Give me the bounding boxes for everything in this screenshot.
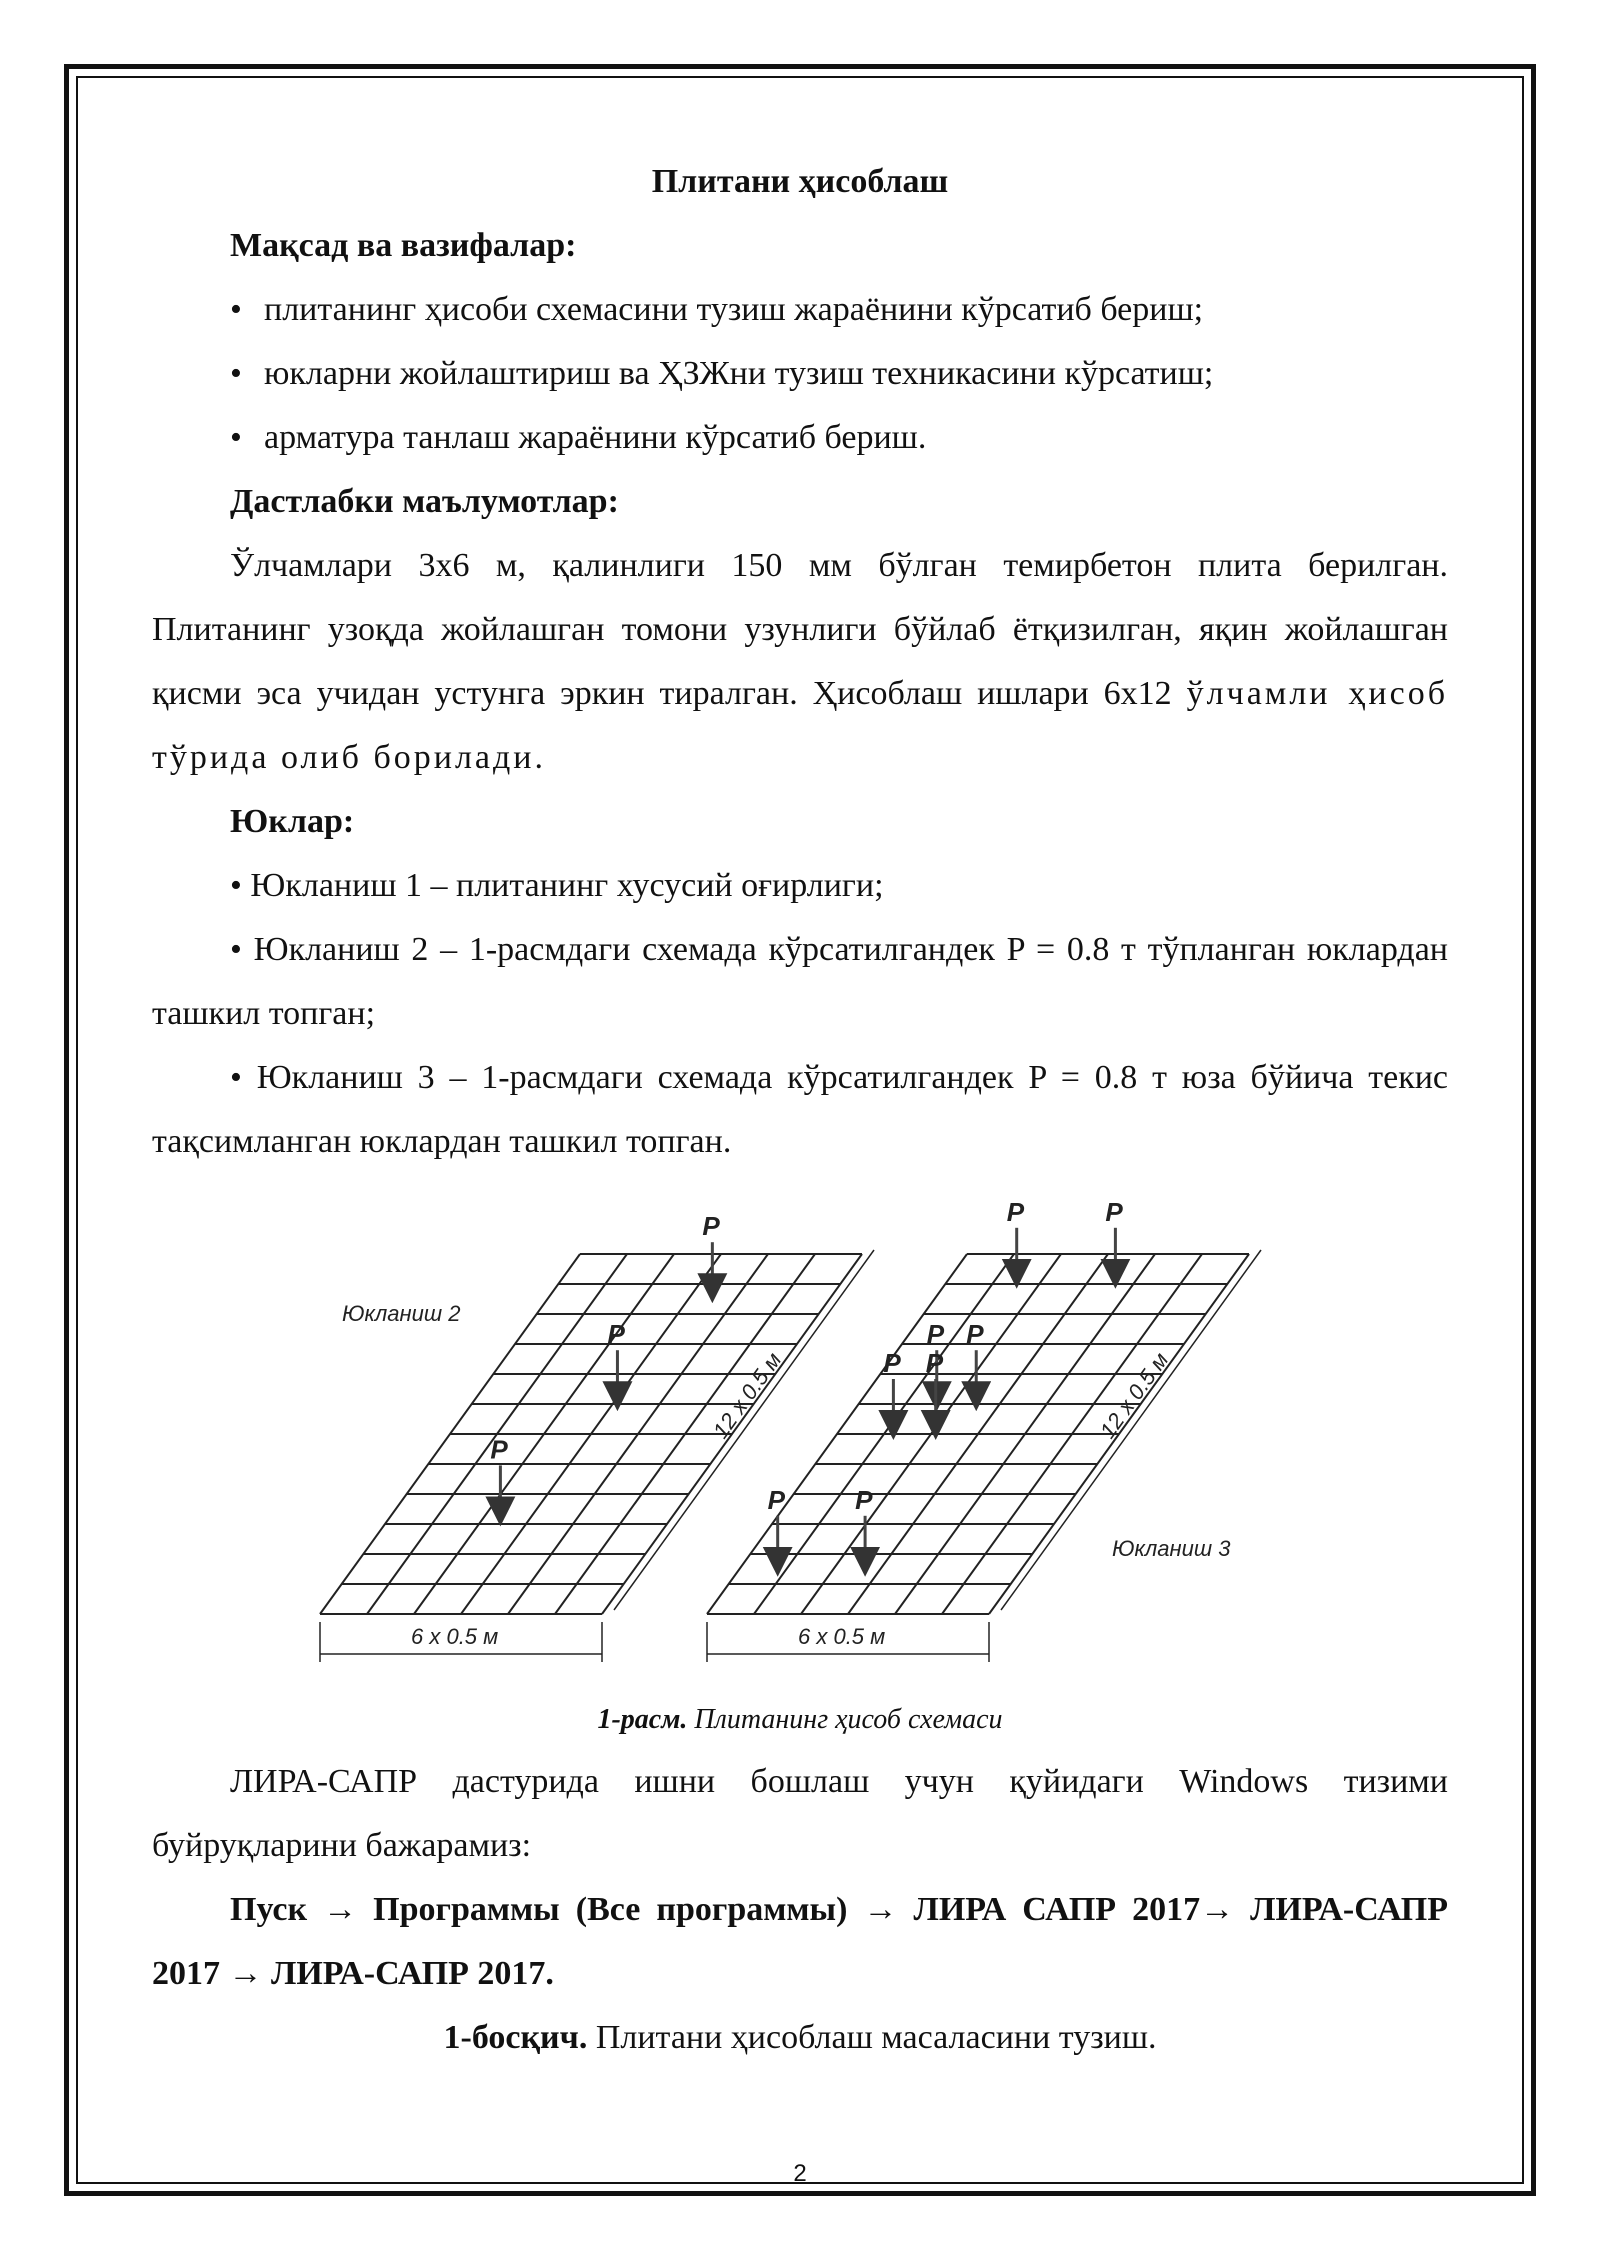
right-force-label: P [925,1348,944,1378]
page-content [152,150,1448,2070]
right-force-label: P [1006,1196,1025,1227]
figure-caption-label: 1-расм. [597,1704,688,1735]
goal-item-text: плитанинг ҳисоби схемасини тузиш жараёнини кўрсатиб бериш; [264,291,1204,328]
slab-scheme-drawing [152,1196,1448,1696]
bullet-icon: • [230,291,242,328]
left-short-dim-label: 6 x 0.5 м [411,1624,499,1649]
goal-item-text: арматура танлаш жараёнини кўрсатиб бериш. [264,419,927,456]
right-force-label: P [767,1484,786,1515]
right-short-dim-label: 6 x 0.5 м [798,1624,886,1649]
load-item-text: Юкланиш 1 – плитанинг хусусий оғирлиги; [250,867,884,904]
right-force-label: P [1105,1196,1123,1227]
bullet-icon: • [230,419,242,456]
loads-heading: Юклар: [230,803,355,840]
goal-item [152,278,1448,342]
load-item-text: Юкланиш 3 – 1-расмдаги схемада кўрсатилгандек P = 0.8 т юза бўйича текис тақсимланган юклардан ташкил топган. [152,1059,1448,1160]
load-item [152,854,1448,918]
right-force-label: P [883,1348,901,1378]
page-number: 2 [793,2160,807,2187]
step-label: 1-босқич. [443,2019,588,2056]
goals-heading: Мақсад ва вазифалар: [230,227,577,264]
bullet-icon: • [230,355,242,392]
initial-data-text: Ўлчамлари 3х6 м, қалинлиги 150 мм бўлган темирбетон плита берилган. Плитанинг узоқда жойлашган томони узунлиги бўйлаб ётқизилган, яқин жойлашган қисми эса учидан устунга эркин тиралган. Ҳисоблаш ишлари 6x12 [152,547,1448,712]
right-force-label: P [926,1319,945,1350]
bullet-icon: • [230,931,254,968]
bullet-icon: • [230,1059,257,1096]
load-item [152,1046,1448,1174]
left-load-label: Юкланиш 2 [342,1301,461,1326]
right-force-label: P [966,1319,984,1350]
initial-data-paragraph [152,534,1448,790]
goal-item [152,406,1448,470]
load-item-text: Юкланиш 2 – 1-расмдаги схемада кўрсатилгандек P = 0.8 т тўпланган юклардан ташкил топган; [152,931,1448,1032]
right-long-dim-label: 12 x 0.5 м [1094,1347,1174,1443]
step-line [152,2006,1448,2070]
load-item [152,918,1448,1046]
left-force-label: P [702,1211,720,1242]
left-long-dim-line [614,1250,874,1610]
figure-caption [152,1700,1448,1740]
step-text: Плитани ҳисоблаш масаласини тузиш. [595,2019,1157,2056]
launch-command: Пуск → Программы (Все программы) → ЛИРА САПР 2017→ ЛИРА-САПР 2017 → ЛИРА-САПР 2017. [152,1891,1448,1992]
launch-paragraph: ЛИРА-САПР дастурида ишни бошлаш учун қуйидаги Windows тизими буйруқларини бажарамиз: [152,1763,1448,1864]
page-title: Плитани ҳисоблаш [651,163,949,200]
left-force-label: P [607,1319,625,1350]
right-load-label: Юкланиш 3 [1112,1536,1231,1561]
left-long-dim-label: 12 x 0.5 м [707,1347,787,1443]
figure-caption-text: Плитанинг ҳисоб схемаси [694,1704,1003,1735]
goal-item [152,342,1448,406]
slab-scheme-figure [152,1196,1448,1696]
left-force-label: P [490,1434,508,1465]
right-force-label: P [855,1484,873,1515]
bullet-icon: • [230,867,251,904]
goal-item-text: юкларни жойлаштириш ва ҲЗЖни тузиш техникасини кўрсатиш; [264,355,1214,392]
initial-data-heading: Дастлабки маълумотлар: [230,483,619,520]
initial-data-text-tail: ўлчамли ҳисоб тўрида олиб борилади. [152,675,1449,776]
